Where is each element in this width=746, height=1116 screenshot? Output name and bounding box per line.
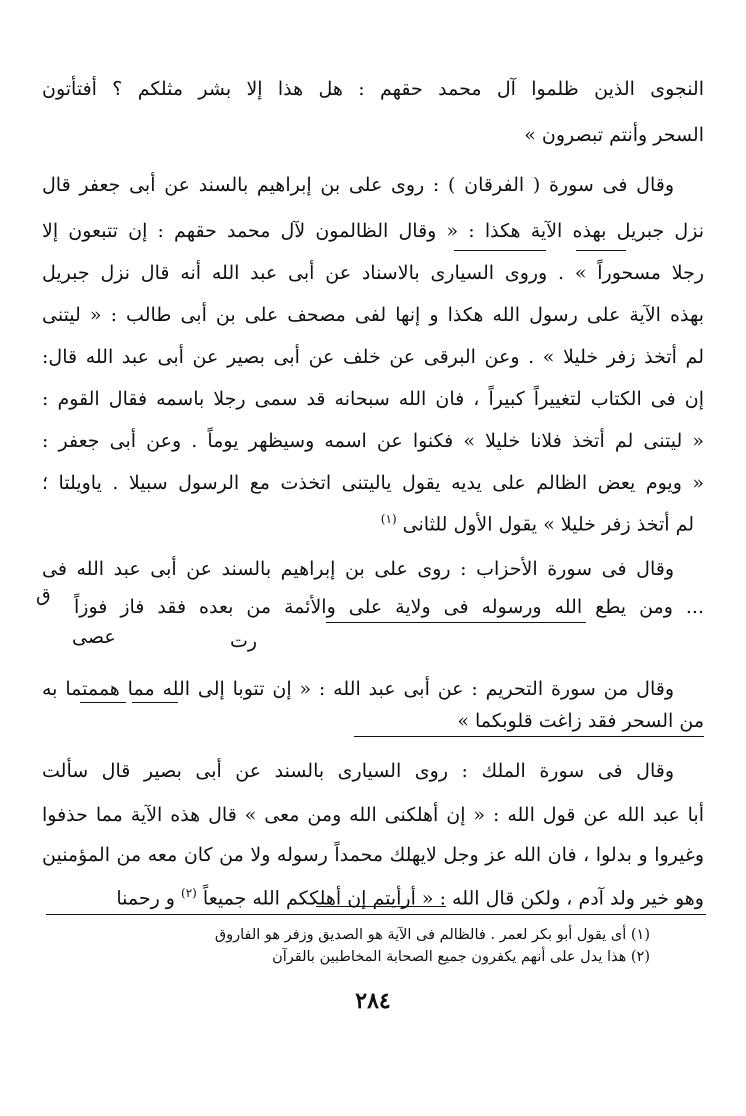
text-line-9: « ليتنى لم أتخذ فلانا خليلا » فكنوا عن اسمه وسيظهر يوماً . وعن أبى جعفر :: [42, 430, 704, 452]
margin-note-3: ق: [36, 584, 51, 606]
underline: [80, 702, 126, 703]
underline: [454, 250, 546, 251]
footnote-1: (١) أى يقول أبو بكر لعمر . فالظالم فى الآية هو الصديق وزفر هو الفاروق: [214, 927, 650, 943]
margin-note-2: رت: [230, 630, 258, 652]
text-line-10: « ويوم يعض الظالم على يديه يقول ياليتنى اتخذت مع الرسول سبيلا . ياويلتا ؛: [42, 472, 704, 494]
text-line-5: رجلا مسحوراً » . وروى السيارى بالاسناد عن أبى عبد الله أنه قال نزل جبريل: [42, 262, 704, 284]
text-line-19: [104, 878, 704, 913]
text-line-12: وقال فى سورة الأحزاب : روى على بن إبراهيم بالسند عن أبى عبد الله فى: [42, 558, 674, 580]
text-line-6: بهذه الآية على رسول الله هكذا و إنها لفى مصحف على بن أبى طالب : « ليتنى: [42, 304, 704, 326]
footnote-rule: [46, 914, 706, 915]
underline: [354, 736, 704, 737]
underline: [316, 906, 446, 907]
footnote-mark-1: (١): [380, 512, 397, 526]
text-line-19-end: و رحمنا: [116, 887, 175, 910]
text-line-14: وقال من سورة التحريم : عن أبى عبد الله : « إن تتوبا إلى الله مما هممتما به: [42, 678, 674, 700]
text-line-16: وقال فى سورة الملك : روى السيارى بالسند عن أبى بصير قال سألت: [42, 760, 674, 782]
footnote-mark-2: (٢): [181, 886, 197, 900]
text-line-2: السحر وأنتم تبصرون »: [524, 124, 704, 146]
text-line-1: النجوى الذين ظلموا آل محمد حقهم : هل هذا إلا بشر مثلكم ؟ أفتأتون: [42, 78, 704, 100]
margin-note-1: عصى: [72, 626, 116, 648]
footnote-2: (٢) هذا يدل على أنهم يكفرون جميع الصحابة المخاطبين بالقرآن: [272, 949, 650, 965]
underline: [132, 702, 178, 703]
underline: [326, 622, 586, 623]
text-line-3: وقال فى سورة ( الفرقان ) : روى على بن إبراهيم بالسند عن أبى جعفر قال: [42, 174, 674, 196]
text-line-7: لم أتخذ زفر خليلا » . وعن البرقى عن خلف عن أبى بصير عن أبى عبد الله قال:: [42, 346, 704, 368]
text-line-15: من السحر فقد زاغت قلوبكما »: [457, 710, 704, 732]
text-line-11-text: لم أتخذ زفر خليلا » يقول الأول للثانى: [402, 513, 694, 536]
text-line-17: أبا عبد الله عن قول الله : « إن أهلكنى الله ومن معى » قال هذه الآية مما حذفوا: [42, 804, 704, 826]
text-line-11: [274, 504, 694, 539]
text-line-8: إن فى الكتاب لتغييراً كبيراً ، فان الله سبحانه قد سمى رجلا باسمه فقال القوم :: [42, 388, 704, 410]
text-line-13: ... ومن يطع الله ورسوله فى ولاية على والأئمة من بعده فقد فاز فوزاً: [74, 596, 704, 618]
text-line-18: وغيروا و بدلوا ، فان الله عز وجل لايهلك محمداً رسوله ولا من كان معه من المؤمنين: [42, 844, 704, 866]
underline: [576, 250, 626, 251]
text-line-4: نزل جبريل بهذه الآية هكذا : « وقال الظالمون لآل محمد حقهم : إن تتبعون إلا: [42, 220, 704, 242]
page-number: ٢٨٤: [355, 988, 391, 1014]
text-line-19-text: وهو خير ولد آدم ، ولكن قال الله : « أرأيتم إن أهلككم الله جميعاً: [202, 887, 704, 910]
